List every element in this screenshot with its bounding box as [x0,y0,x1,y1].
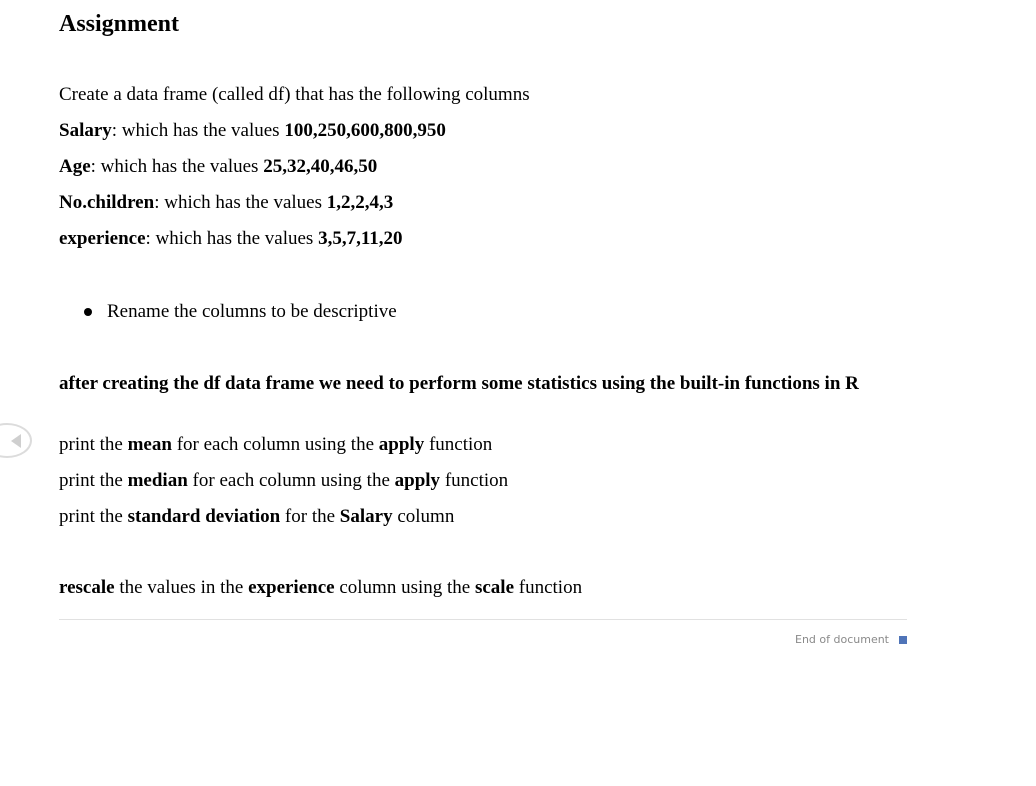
task-text: column [392,506,455,527]
task-text: the values in the [114,577,249,598]
column-sep: : which has the values [154,192,327,213]
task-keyword: Salary [339,506,393,527]
column-spec-salary [59,119,446,143]
task-text: for the [280,506,340,527]
column-values: 100,250,600,800,950 [284,120,446,141]
task-text: function [424,434,493,455]
task-sd [59,505,454,529]
document-title: Assignment [59,11,180,37]
end-of-document-label: End of document [795,633,889,646]
previous-page-button[interactable] [0,423,32,458]
task-text: print the [59,506,128,527]
task-mean [59,433,492,457]
task-keyword: scale [474,577,515,598]
statistics-heading [59,372,907,396]
column-spec-experience [59,227,403,251]
task-text: column using the [334,577,475,598]
task-text: print the [59,470,128,491]
column-spec-children [59,191,393,215]
statistics-heading-text: after creating the df data frame we need to perform some statistics using the built-in functions in R [59,373,859,394]
task-keyword: mean [127,434,172,455]
column-values: 1,2,2,4,3 [326,192,394,213]
bullet-list [59,300,397,324]
task-keyword: apply [394,470,441,491]
column-name: Salary [59,120,112,141]
end-marker-icon [899,636,907,644]
column-name: No.children [59,192,155,213]
column-values: 3,5,7,11,20 [318,228,403,249]
list-item [59,300,397,324]
task-keyword: experience [248,577,335,598]
task-median [59,469,508,493]
task-keyword: rescale [59,577,115,598]
bullet-dot-icon [84,308,92,316]
task-keyword: standard deviation [127,506,281,527]
end-of-document [795,632,907,648]
column-sep: : which has the values [145,228,319,249]
chevron-left-icon [11,434,21,448]
task-keyword: median [127,470,188,491]
column-name: experience [59,228,146,249]
task-text: for each column using the [171,434,379,455]
task-text: print the [59,434,128,455]
task-rescale [59,576,582,600]
task-text: for each column using the [187,470,395,491]
bullet-text: Rename the columns to be descriptive [107,301,397,322]
task-text: function [514,577,583,598]
column-values: 25,32,40,46,50 [263,156,378,177]
column-spec-age [59,155,377,179]
intro-paragraph: Create a data frame (called df) that has the following columns [59,84,530,105]
task-text: function [440,470,509,491]
column-sep: : which has the values [111,120,285,141]
column-sep: : which has the values [90,156,264,177]
column-name: Age [59,156,91,177]
task-keyword: apply [378,434,425,455]
end-divider [59,619,907,620]
